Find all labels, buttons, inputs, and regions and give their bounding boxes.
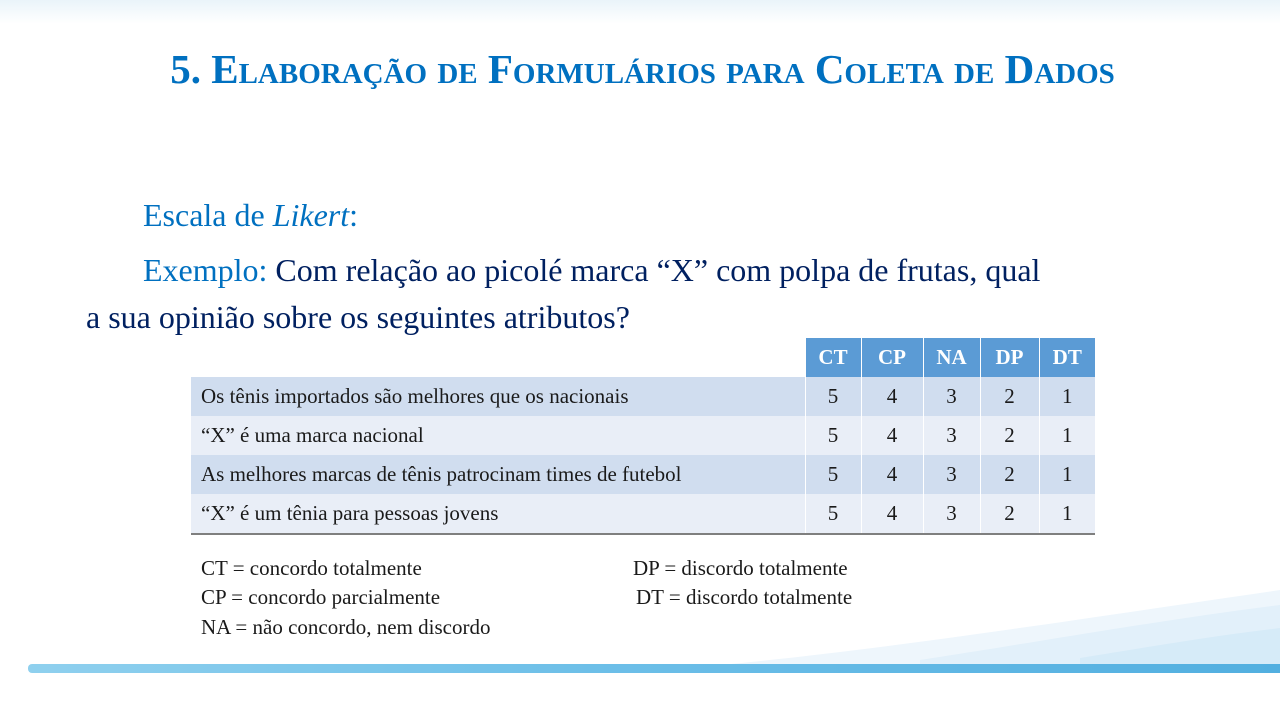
statement-cell: “X” é uma marca nacional <box>191 416 805 455</box>
value-cell: 5 <box>805 455 861 494</box>
table-row <box>191 377 1095 416</box>
bottom-accent-bar <box>28 664 1280 673</box>
value-cell: 5 <box>805 494 861 534</box>
value-cell: 1 <box>1039 494 1095 534</box>
header-na: NA <box>923 338 980 377</box>
table-row <box>191 494 1095 534</box>
value-cell: 4 <box>861 455 923 494</box>
value-cell: 4 <box>861 377 923 416</box>
legend-ct: CT = concordo totalmente <box>201 556 422 580</box>
slide-title: 5. Elaboração de Formulários para Coleta de Dados <box>170 46 1115 92</box>
header-cp: CP <box>861 338 923 377</box>
value-cell: 2 <box>980 416 1039 455</box>
value-cell: 1 <box>1039 416 1095 455</box>
value-cell: 4 <box>861 416 923 455</box>
value-cell: 1 <box>1039 377 1095 416</box>
value-cell: 4 <box>861 494 923 534</box>
value-cell: 3 <box>923 494 980 534</box>
legend-na: NA = não concordo, nem discordo <box>201 615 491 639</box>
likert-heading <box>143 197 358 234</box>
likert-prefix: Escala de <box>143 197 273 233</box>
example-line-1 <box>143 252 1040 289</box>
likert-table <box>191 338 1095 535</box>
header-dp: DP <box>980 338 1039 377</box>
statement-cell: “X” é um tênia para pessoas jovens <box>191 494 805 534</box>
table-row <box>191 416 1095 455</box>
value-cell: 2 <box>980 377 1039 416</box>
statement-cell: Os tênis importados são melhores que os nacionais <box>191 377 805 416</box>
value-cell: 2 <box>980 455 1039 494</box>
header-ct: CT <box>805 338 861 377</box>
header-dt: DT <box>1039 338 1095 377</box>
header-blank-cell <box>191 338 805 377</box>
value-cell: 5 <box>805 377 861 416</box>
example-label: Exemplo: <box>143 252 268 288</box>
top-decor-band <box>0 0 1280 24</box>
statement-cell: As melhores marcas de tênis patrocinam times de futebol <box>191 455 805 494</box>
value-cell: 2 <box>980 494 1039 534</box>
example-line-2: a sua opinião sobre os seguintes atributos? <box>86 299 630 335</box>
value-cell: 3 <box>923 416 980 455</box>
value-cell: 3 <box>923 455 980 494</box>
value-cell: 5 <box>805 416 861 455</box>
table-row <box>191 455 1095 494</box>
likert-suffix: : <box>349 197 359 233</box>
example-text-1: Com relação ao picolé marca “X” com polpa de frutas, qual <box>267 252 1041 288</box>
likert-italic: Likert <box>272 197 350 233</box>
value-cell: 1 <box>1039 455 1095 494</box>
table-header-row <box>191 338 1095 377</box>
legend-cp: CP = concordo parcialmente <box>201 585 441 609</box>
legend-dp: DP = discordo totalmente <box>633 556 848 580</box>
legend-dt: DT = discordo totalmente <box>636 585 853 609</box>
value-cell: 3 <box>923 377 980 416</box>
